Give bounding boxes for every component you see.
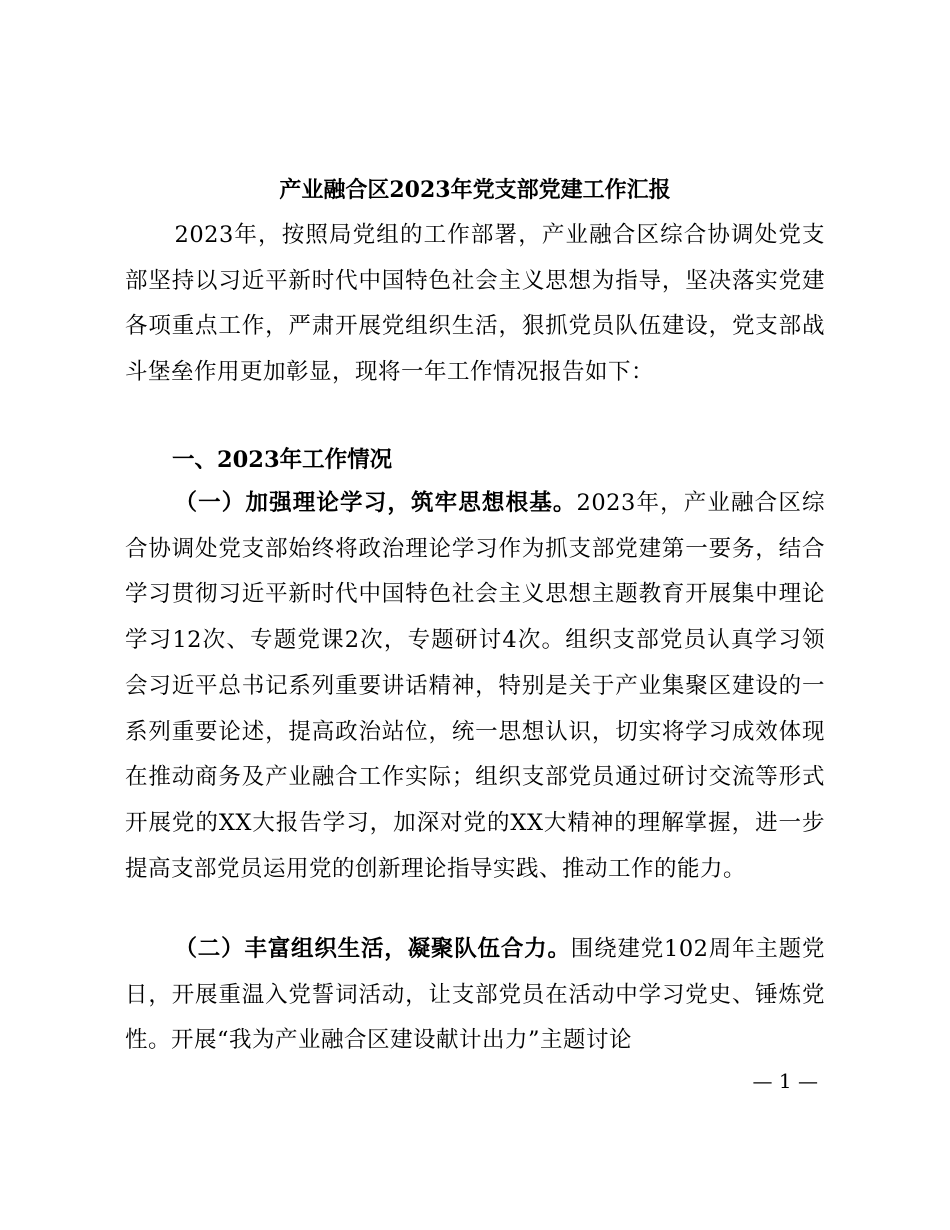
item-1-body: 2023年，产业融合区综合协调处党支部始终将政治理论学习作为抓支部党建第一要务，结合学习贯彻习近平新时代中国特色社会主义思想主题教育开展集中理论学习12次、专题党课2次，专题研讨4次。组织支部党员认真学习领会习近平总书记系列重要讲话精神，特别是关于产业集聚区建设的一系列重要论述，提高政治站位，统一思想认识，切实将学习成效体现在推动商务及产业融合工作实际；组织支部党员通过研讨交流等形式开展党的XX大报告学习，加深对党的XX大精神的理解掌握，进一步提高支部党员运用党的创新理论指导实践、推动工作的能力。 (125, 490, 825, 882)
item-1-lead: （一）加强理论学习，筑牢思想根基。 (174, 490, 577, 516)
intro-paragraph: 2023年，按照局党组的工作部署，产业融合区综合协调处党支部坚持以习近平新时代中国特色社会主义思想为指导，坚决落实党建各项重点工作，严肃开展党组织生活，狠抓党员队伍建设，党支部战斗堡垒作用更加彰显，现将一年工作情况报告如下： (125, 222, 825, 386)
paragraph-item-1 (125, 481, 825, 892)
item-2-body: 围绕建党102周年主题党日，开展重温入党誓词活动，让支部党员在活动中学习党史、锤炼党性。开展“我为产业融合区建设献计出力”主题讨论 (125, 936, 825, 1054)
page-number: — 1 — (752, 1069, 818, 1093)
section-heading-1: 一、2023年工作情况 (172, 447, 393, 473)
document-title: 产业融合区2023年党支部党建工作汇报 (279, 177, 671, 203)
item-2-lead: （二）丰富组织生活，凝聚队伍合力。 (174, 936, 571, 962)
paragraph-item-2 (125, 927, 825, 1064)
